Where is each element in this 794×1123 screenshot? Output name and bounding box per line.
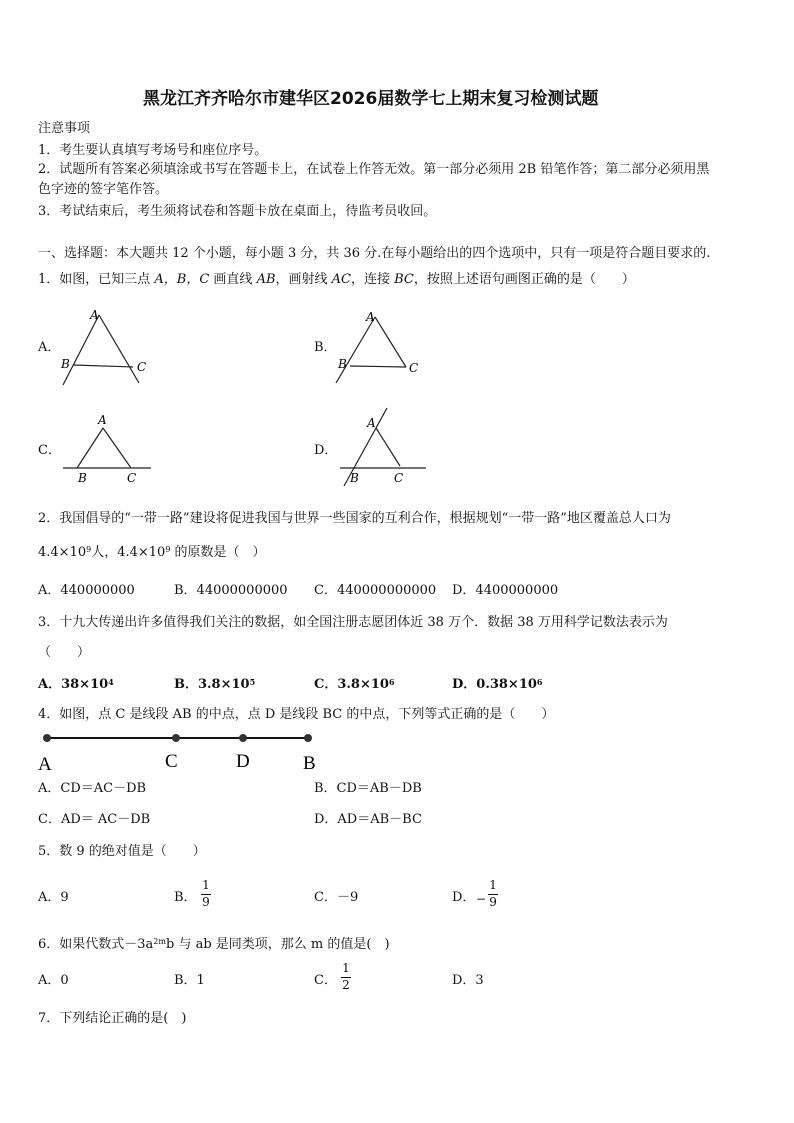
q2-stem-line2 (38, 545, 266, 561)
q6-option-b[interactable]: B．1 (174, 973, 205, 988)
q1-stem-e: ，按照上述语句画图正确的是（ ） (413, 272, 635, 287)
q4-option-c[interactable]: C．AD＝ AC－DB (38, 812, 151, 827)
q1-d-label-b: B (350, 471, 359, 485)
q5-stem: 5．数 9 的绝对值是（ ） (38, 844, 206, 859)
q3-option-c-label: C．3.8×10 (314, 677, 389, 692)
q6-c-denominator: 2 (342, 978, 350, 992)
q7-stem: 7．下列结论正确的是( ) (38, 1011, 187, 1026)
q1-b-label-c: C (409, 361, 419, 375)
q4-point-d (239, 734, 247, 742)
q1-a-label-c: C (137, 360, 147, 374)
q2-tail: 的原数是（ ） (170, 545, 266, 560)
q5-d-fraction-col (488, 879, 498, 909)
q2-stem: 2．我国倡导的“一带一路”建设将促进我国与世界一些国家的互利合作，根据规划“一带一路”地区覆盖总人口为 (38, 511, 671, 526)
q3-option-a-label: A．38×10 (38, 677, 109, 692)
q6-option-d[interactable]: D．3 (452, 973, 484, 988)
q2-exp-1: 9 (86, 545, 92, 554)
q3-option-c-exp: 6 (388, 677, 395, 687)
q6-exp: 2m (153, 937, 166, 946)
q3-option-c[interactable] (314, 677, 395, 693)
section-heading: 一、选择题：本大题共 12 个小题，每小题 3 分，共 36 分.在每小题给出的四个选项中，只有一项是符合题目要求的. (38, 246, 711, 261)
q5-d-numerator: 1 (489, 878, 497, 892)
notice-heading: 注意事项 (38, 121, 91, 136)
q5-option-b-fraction (201, 879, 211, 909)
q3-option-d[interactable] (452, 677, 543, 693)
q1-b-label-b: B (338, 357, 347, 371)
q5-option-b[interactable]: B． (174, 890, 197, 905)
q1-ab: AB (256, 272, 276, 287)
q1-bc: BC (394, 272, 414, 287)
q2-exp-2: 9 (165, 545, 171, 554)
q2-number-2: 4.4×10 (117, 545, 166, 560)
q1-option-b[interactable]: B． (314, 340, 337, 355)
q3-option-b-exp: 5 (249, 677, 256, 687)
notice-item-1: 1．考生要认真填写考场号和座位序号。 (38, 143, 268, 158)
notice-item-2: 2．试题所有答案必须填涂或书写在答题卡上，在试卷上作答无效。第一部分必须用 2B 铅笔作答；第二部分必须用黑 (38, 162, 710, 177)
q6-option-a[interactable]: A．0 (38, 973, 69, 988)
q4-point-c (172, 734, 180, 742)
q4-point-a (43, 734, 51, 742)
q4-option-d[interactable]: D．AD＝AB－BC (314, 812, 422, 827)
q4-line-figure (36, 728, 336, 778)
q4-point-b (304, 734, 312, 742)
q1-figure-b (330, 305, 450, 395)
q1-b-label-a: A (366, 310, 375, 324)
q4-label-c: C (165, 751, 178, 772)
q4-option-b[interactable]: B．CD＝AB－DB (314, 781, 422, 796)
q6-stem-b: b 与 ab 是同类项，那么 m 的值是( ) (165, 937, 390, 952)
q1-c-label-a: A (98, 413, 107, 427)
notice-item-3: 3．考试结束后，考生须将试卷和答题卡放在桌面上，待监考员收回。 (38, 204, 437, 219)
q5-b-denominator: 9 (202, 895, 210, 909)
q3-option-b-label: B．3.8×10 (174, 677, 250, 692)
q1-figure-c (55, 410, 175, 490)
page-title: 黑龙江齐齐哈尔市建华区2026届数学七上期末复习检测试题 (143, 89, 599, 109)
q4-label-d: D (236, 751, 250, 772)
q5-option-c[interactable]: C．－9 (314, 890, 359, 905)
q2-option-d[interactable]: D．4400000000 (452, 583, 559, 598)
q2-number-1: 4.4×10 (38, 545, 87, 560)
q6-option-c[interactable]: C． (314, 973, 337, 988)
q1-points: A，B，C (154, 272, 210, 287)
q3-paren: （ ） (38, 645, 91, 660)
q5-option-d[interactable]: D． (452, 890, 476, 905)
q4-label-a: A (38, 754, 52, 775)
q4-option-a[interactable]: A．CD＝AC－DB (38, 781, 147, 796)
q3-option-a-exp: 4 (108, 677, 114, 687)
q5-option-d-fraction (476, 879, 498, 909)
q5-b-numerator: 1 (202, 878, 210, 892)
q1-c-label-b: B (78, 471, 87, 485)
q1-stem-b: 画直线 (209, 272, 257, 287)
q6-c-numerator: 1 (342, 961, 350, 975)
q1-figure-a (55, 305, 175, 395)
q1-figure-d (330, 402, 450, 492)
q6-option-c-fraction (341, 962, 351, 992)
q1-a-label-a: A (90, 308, 99, 322)
q6-stem-a: 6．如果代数式－3a (38, 937, 154, 952)
q2-option-c[interactable]: C．440000000000 (314, 583, 437, 598)
q3-option-b[interactable] (174, 677, 255, 693)
q5-option-a[interactable]: A．9 (38, 890, 69, 905)
q4-label-b: B (303, 753, 316, 774)
q5-d-minus: − (476, 891, 487, 906)
q1-a-label-b: B (61, 357, 70, 371)
q6-stem (38, 937, 390, 953)
q1-stem (38, 272, 635, 288)
q1-stem-c: ，画射线 (275, 272, 332, 287)
q1-option-c[interactable]: C． (38, 443, 61, 458)
q2-people: 人， (91, 545, 118, 560)
q3-option-d-exp: 6 (536, 677, 543, 687)
q1-d-label-a: A (367, 416, 376, 430)
q1-option-a[interactable]: A． (38, 340, 61, 355)
q2-option-a[interactable]: A．440000000 (38, 583, 135, 598)
q1-c-label-c: C (127, 471, 137, 485)
q1-option-d[interactable]: D． (314, 443, 338, 458)
q5-d-denominator: 9 (489, 895, 497, 909)
q3-stem: 3．十九大传递出许多值得我们关注的数据，如全国注册志愿团体近 38 万个．数据 38 万用科学记数法表示为 (38, 615, 668, 630)
q3-option-a[interactable] (38, 677, 114, 693)
q1-stem-d: ，连接 (351, 272, 395, 287)
q2-option-b[interactable]: B．44000000000 (174, 583, 288, 598)
notice-item-2-cont: 色字迹的签字笔作答。 (38, 182, 169, 197)
q1-ac: AC (331, 272, 351, 287)
q3-option-d-label: D．0.38×10 (452, 677, 537, 692)
q4-stem: 4．如图，点 C 是线段 AB 的中点，点 D 是线段 BC 的中点，下列等式正确的是（ ） (38, 707, 555, 722)
q1-stem-a: 1．如图，已知三点 (38, 272, 155, 287)
q1-d-label-c: C (394, 471, 404, 485)
